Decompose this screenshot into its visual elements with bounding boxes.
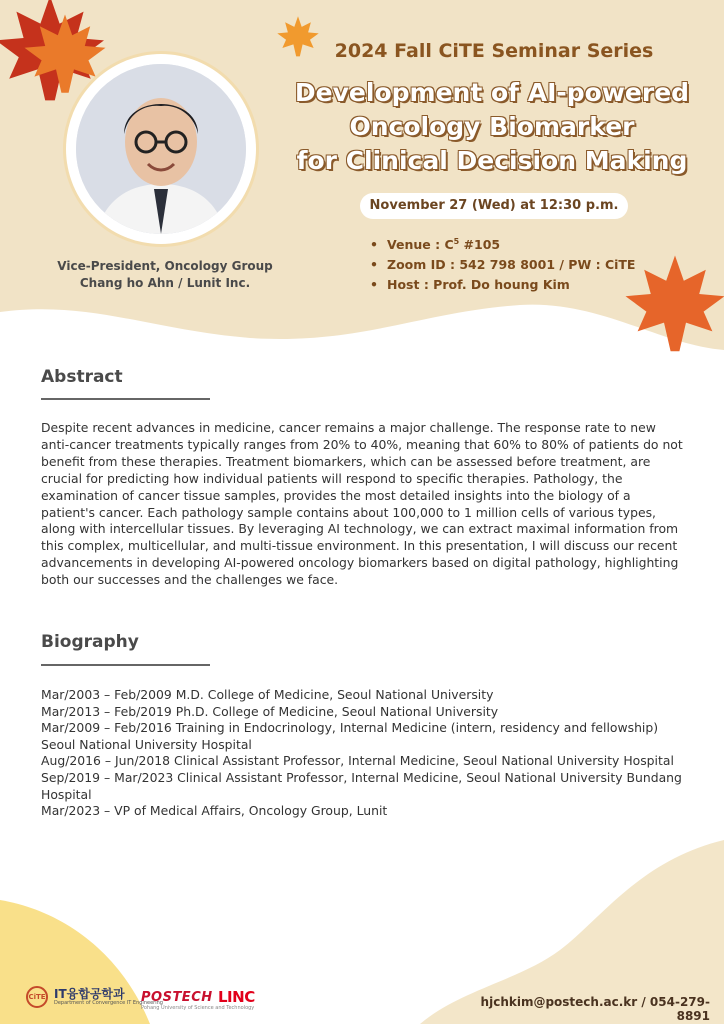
list-item: Sep/2019 – Mar/2023 Clinical Assistant Professor, Internal Medicine, Seoul National University Bundang Hospital — [41, 769, 682, 802]
speaker-role: Vice-President, Oncology Group — [57, 259, 273, 273]
department-subtitle: Department of Convergence IT Engineering — [54, 999, 163, 1006]
linc-logo: LINC — [218, 988, 255, 1006]
postech-logo: POSTECH — [141, 990, 213, 1005]
contact-info: hjchkim@postech.ac.kr / 054-279-8891 — [480, 995, 710, 1023]
datetime-badge: November 27 (Wed) at 12:30 p.m. — [360, 193, 628, 219]
maple-leaf-icon — [620, 250, 724, 360]
list-item: Mar/2009 – Feb/2016 Training in Endocrinology, Internal Medicine (intern, residency and fellowship) Seoul National University Hospital — [41, 720, 659, 752]
venue-sup: 5 — [453, 237, 460, 246]
biography-heading: Biography — [41, 632, 139, 652]
talk-title-line: Development of AI-powered — [294, 78, 690, 107]
event-info-list — [370, 232, 635, 295]
list-item: Mar/2013 – Feb/2019 Ph.D. College of Medicine, Seoul National University — [41, 703, 499, 719]
biography-rule — [41, 664, 210, 666]
abstract-rule — [41, 398, 210, 400]
abstract-heading: Abstract — [41, 367, 123, 387]
zoom-item: • Zoom ID : 542 798 8001 / PW : CiTE — [370, 255, 635, 275]
venue-prefix: Venue : C — [387, 237, 454, 253]
speaker-info — [40, 258, 290, 292]
list-item: Mar/2023 – VP of Medical Affairs, Oncology Group, Lunit — [41, 803, 388, 819]
talk-title — [282, 76, 702, 178]
series-title: 2024 Fall CiTE Seminar Series — [334, 40, 654, 62]
venue-suffix: #105 — [459, 237, 501, 253]
abstract-text: Despite recent advances in medicine, cancer remains a major challenge. The response rate to new anti-cancer treatments typically ranges from 20% to 40%, meaning that 60% to 80% of patients do not benefit from these therapies. Treatment biomarkers, which can be assessed before treatment, are crucial for predicting how individual patients will respond to specific therapies. Pathology, the examination of cancer tissue samples, provides the most detailed insights into the biology of a patient's cancer. Each pathology sample contains about 100,000 to 1 million cells of various types, along with intercellular tissues. By leveraging AI technology, we can extract maximal information from this complex, multicellular, and multi-tissue environment. In this presentation, I will discuss our recent advancements in developing AI-powered oncology biomarkers based on digital pathology, highlighting both our successes and the challenges we face. — [41, 420, 683, 588]
list-item: Mar/2003 – Feb/2009 M.D. College of Medicine, Seoul National University — [41, 687, 494, 702]
talk-title-line: for Clinical Decision Making — [296, 146, 688, 175]
host-item: • Host : Prof. Do houng Kim — [370, 275, 635, 295]
speaker-photo — [76, 64, 246, 234]
postech-subtitle: Pohang University of Science and Technology — [141, 1005, 255, 1011]
speaker-name: Chang ho Ahn / Lunit Inc. — [79, 276, 251, 290]
list-item: Aug/2016 – Jun/2018 Clinical Assistant Professor, Internal Medicine, Seoul National University Hospital — [41, 753, 674, 769]
biography-list — [41, 687, 691, 820]
venue-item — [370, 232, 635, 255]
cite-logo: CiTE — [26, 986, 48, 1008]
talk-title-line: Oncology Biomarker — [349, 112, 635, 141]
department-name: IT융합공학과 — [54, 986, 125, 1001]
